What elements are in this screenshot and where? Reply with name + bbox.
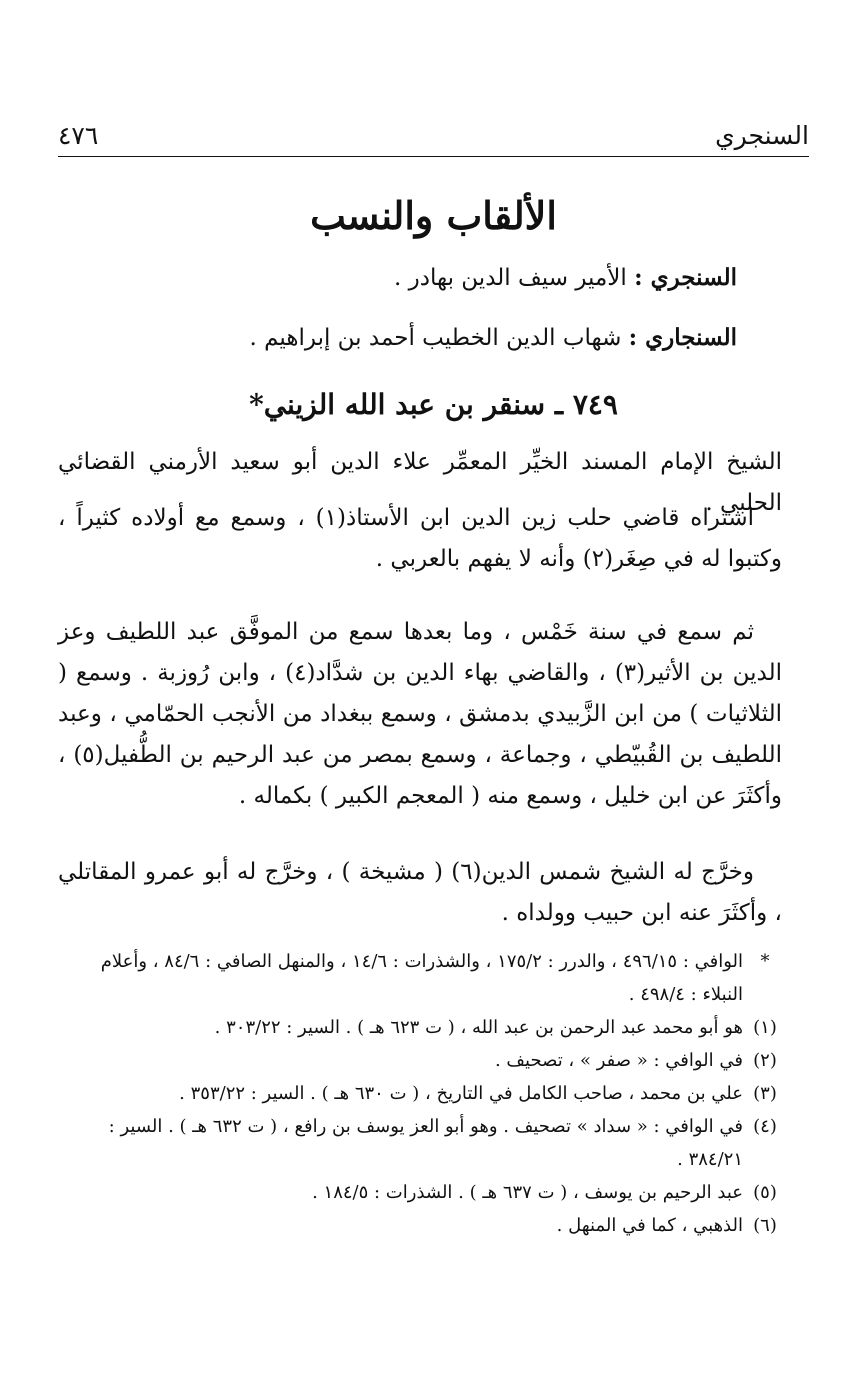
section-title: الألقاب والنسب [310, 193, 557, 238]
running-title: السنجري [715, 121, 809, 150]
footnote [58, 1011, 787, 1044]
footnote-text: علي بن محمد ، صاحب الكامل في التاريخ ، ( ت ٦٣٠ هـ ) . السير : ٣٥٣/٢٢ . [179, 1083, 743, 1104]
biography-paragraph: ثم سمع في سنة خَمْس ، وما بعدها سمع من الموفَّق عبد اللطيف وعز الدين بن الأثير(٣) ، والقاضي بهاء الدين بن شدَّاد(٤) ، وابن رُوزبة . وسمع ( الثلاثيات ) من ابن الزَّبيدي بدمشق ، وسمع ببغداد من الأنجب الحمّامي ، وعبد اللطيف بن القُبيّطي ، وجماعة ، وسمع بمصر من عبد الرحيم بن الطُّفيل(٥) ، وأكثَرَ عن ابن خليل ، وسمع منه ( المعجم الكبير ) بكماله . [58, 619, 782, 809]
footnote [58, 1077, 787, 1110]
footnote-mark: (٤) [753, 1116, 777, 1137]
footnote-text: في الوافي : « سداد » تصحيف . وهو أبو العز يوسف بن رافع ، ( ت ٦٣٢ هـ ) . السير : ٣٨٤/٢١ . [108, 1116, 743, 1170]
biography-paragraph: الشيخ الإمام المسند الخيِّر المعمِّر علاء الدين أبو سعيد الأرمني القضائي الحلبي . [58, 449, 782, 516]
footnote-mark: * [760, 951, 770, 972]
footnote [58, 1044, 787, 1077]
footnote-mark: (٦) [753, 1215, 777, 1236]
biography-paragraph: اشتراه قاضي حلب زين الدين ابن الأستاذ(١) ، وسمع مع أولاده كثيراً ، وكتبوا له في صِغَر(٢) وأنه لا يفهم بالعربي . [58, 505, 782, 572]
laqab-entry [58, 262, 737, 294]
footnote [58, 1209, 787, 1242]
footnote-text: الوافي : ٤٩٦/١٥ ، والدرر : ١٧٥/٢ ، والشذرات : ١٤/٦ ، والمنهل الصافي : ٨٤/٦ ، وأعلام النبلاء : ٤٩٨/٤ . [100, 951, 743, 1005]
footnote-text: هو أبو محمد عبد الرحمن بن عبد الله ، ( ت ٦٢٣ هـ ) . السير : ٣٠٣/٢٢ . [214, 1017, 743, 1038]
page-number: ٤٧٦ [58, 121, 99, 150]
laqab-text: شهاب الدين الخطيب أحمد بن إبراهيم . [249, 325, 622, 351]
footnote [58, 945, 787, 1011]
footnote-mark: (٣) [753, 1083, 777, 1104]
laqab-term: السنجري : [634, 264, 737, 291]
biography-paragraph: وخرَّج له الشيخ شمس الدين(٦) ( مشيخة ) ، وخرَّج له أبو عمرو المقاتلي ، وأكثَرَ عنه ابن حبيب وولداه . [58, 859, 782, 926]
footnote [58, 1176, 787, 1209]
running-header [58, 112, 809, 157]
biography-title: ٧٤٩ ـ سنقر بن عبد الله الزيني* [249, 388, 618, 421]
footnote-mark: (١) [753, 1017, 777, 1038]
laqab-entry [58, 322, 737, 354]
footnote-text: في الوافي : « صفر » ، تصحيف . [494, 1050, 743, 1071]
footnote-text: عبد الرحيم بن يوسف ، ( ت ٦٣٧ هـ ) . الشذرات : ١٨٤/٥ . [312, 1182, 743, 1203]
footnote [58, 1110, 787, 1176]
footnote-text: الذهبي ، كما في المنهل . [556, 1215, 743, 1236]
footnote-mark: (٥) [753, 1182, 777, 1203]
footnote-mark: (٢) [753, 1050, 777, 1071]
footnotes [58, 945, 787, 1242]
laqab-term: السنجاري : [628, 324, 737, 351]
laqab-text: الأمير سيف الدين بهادر . [394, 265, 627, 291]
